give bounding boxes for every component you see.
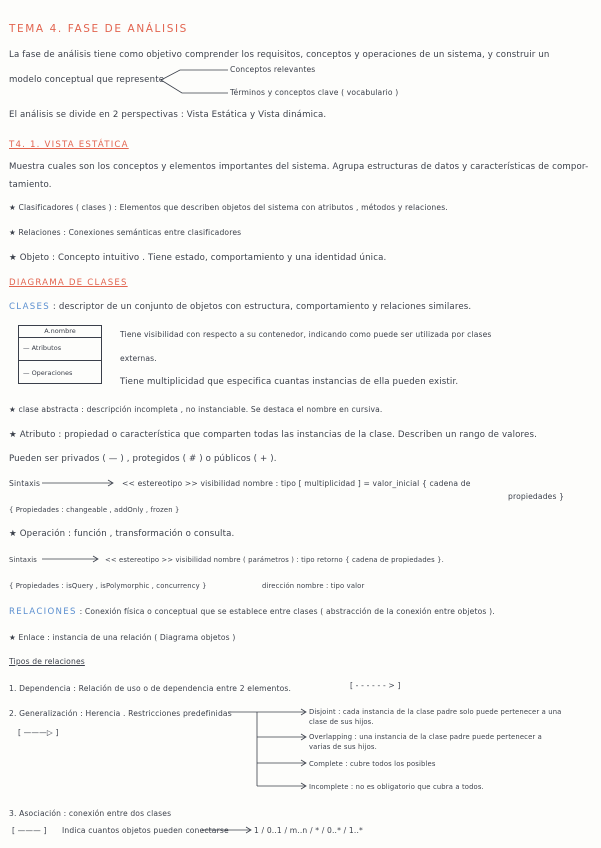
asociacion-symbol: [ ——— ] [12,826,47,835]
multiplicidades-text: 1 / 0..1 / m..n / * / 0..* / 1..* [254,826,363,835]
overlapping-text-2: varias de sus hijos. [309,743,377,751]
uml-divider-2 [19,360,101,361]
clases-label: CLASES [9,302,51,312]
visibilidad-line-2: externas. [120,354,157,363]
disjoint-text-1: Disjoint : cada instancia de la clase padre solo puede pertenecer a una [309,708,562,716]
sintaxis-op-text: << estereotipo >> visibilidad nombre ( parámetros ) : tipo retorno { cadena de propiedades }. [105,556,444,564]
section1-desc-2: tamiento. [9,180,52,190]
uml-divider-1 [19,337,101,338]
dependencia-text: 1. Dependencia : Relación de uso o de dependencia entre 2 elementos. [9,684,292,693]
direccion-text: dirección nombre : tipo valor [262,582,365,590]
page-title: TEMA 4. FASE DE ANÁLISIS [9,23,188,35]
diagram-heading: DIAGRAMA DE CLASES [9,278,128,288]
clases-line [9,302,471,313]
uml-class-operations: — Operaciones [23,369,73,377]
visibilidades-text: Pueden ser privados ( — ) , protegidos ( # ) o públicos ( + ). [9,454,277,464]
propiedades-attr: { Propiedades : changeable , addOnly , frozen } [9,506,180,514]
sintaxis-attr-text: << estereotipo >> visibilidad nombre : tipo [ multiplicidad ] = valor_inicial { cadena de [122,479,471,488]
disjoint-text-2: clase de sus hijos. [309,718,374,726]
intro-branch-2: Términos y conceptos clave ( vocabulario ) [230,88,399,97]
sintaxis-attr-text-2: propiedades } [508,492,565,501]
overlapping-text-1: Overlapping : una instancia de la clase padre puede pertenecer a [309,733,542,741]
incomplete-text: Incomplete : no es obligatorio que cubra a todos. [309,783,484,791]
uml-class-name: A.nombre [44,327,76,335]
clases-text: : descriptor de un conjunto de objetos con estructura, comportamiento y relaciones similares. [52,302,472,312]
relaciones-line [9,606,495,618]
intro-branch-1: Conceptos relevantes [230,65,316,74]
relaciones-desc: : Conexión física o conceptual que se establece entre clases ( abstracción de la conexión entre objetos ). [79,607,495,616]
propiedades-op: { Propiedades : isQuery , isPolymorphic , concurrency } [9,582,207,590]
asociacion-desc: Indica cuantos objetos pueden conectarse [62,826,229,835]
sintaxis-label: Sintaxis [9,479,41,488]
generalizacion-text: 2. Generalización : Herencia . Restricciones predefinidas [9,709,232,718]
intro-split: El análisis se divide en 2 perspectivas : Vista Estática y Vista dinámica. [9,110,327,120]
asociacion-text: 3. Asociación : conexión entre dos clases [9,809,172,818]
section1-desc-1: Muestra cuales son los conceptos y elementos importantes del sistema. Agrupa estructuras de datos y características de compor- [9,162,589,172]
section-heading-vista-estatica: T4. 1. VISTA ESTÁTICA [9,140,129,150]
objeto-text: ★ Objeto : Concepto intuitivo . Tiene estado, comportamiento y una identidad única. [9,253,387,263]
clase-abstracta-text: ★ clase abstracta : descripción incompleta , no instanciable. Se destaca el nombre en cursiva. [9,405,383,414]
enlace-text: ★ Enlace : instancia de una relación ( Diagrama objetos ) [9,633,236,642]
clasificadores-text: ★ Clasificadores ( clases ) : Elementos que describen objetos del sistema con atributos , métodos y relaciones. [9,203,448,212]
generalizacion-symbol: [ ———▷ ] [18,728,59,737]
intro-line-1: La fase de análisis tiene como objetivo comprender los requisitos, conceptos y operaciones de un sistema, y construir un [9,50,550,60]
intro-line-2: modelo conceptual que represente [9,75,165,85]
dependencia-symbol: [ - - - - - - > ] [350,681,401,690]
uml-class-attributes: — Atributos [23,344,62,352]
multiplicidad-text: Tiene multiplicidad que especifica cuantas instancias de ella pueden existir. [120,377,459,387]
tipos-relaciones-heading: Tipos de relaciones [9,657,85,666]
operacion-text: ★ Operación : función , transformación o consulta. [9,529,235,539]
uml-class-box [18,325,102,384]
relaciones-text: ★ Relaciones : Conexiones semánticas entre clasificadores [9,228,242,237]
relaciones-label: RELACIONES [9,607,77,617]
visibilidad-line-1: Tiene visibilidad con respecto a su contenedor, indicando como puede ser utilizada por clases [120,330,492,339]
atributo-text: ★ Atributo : propiedad o característica que comparten todas las instancias de la clase. Describen un rango de valores. [9,430,537,440]
complete-text: Complete : cubre todos los posibles [309,760,436,768]
sintaxis-op-label: Sintaxis [9,556,37,564]
